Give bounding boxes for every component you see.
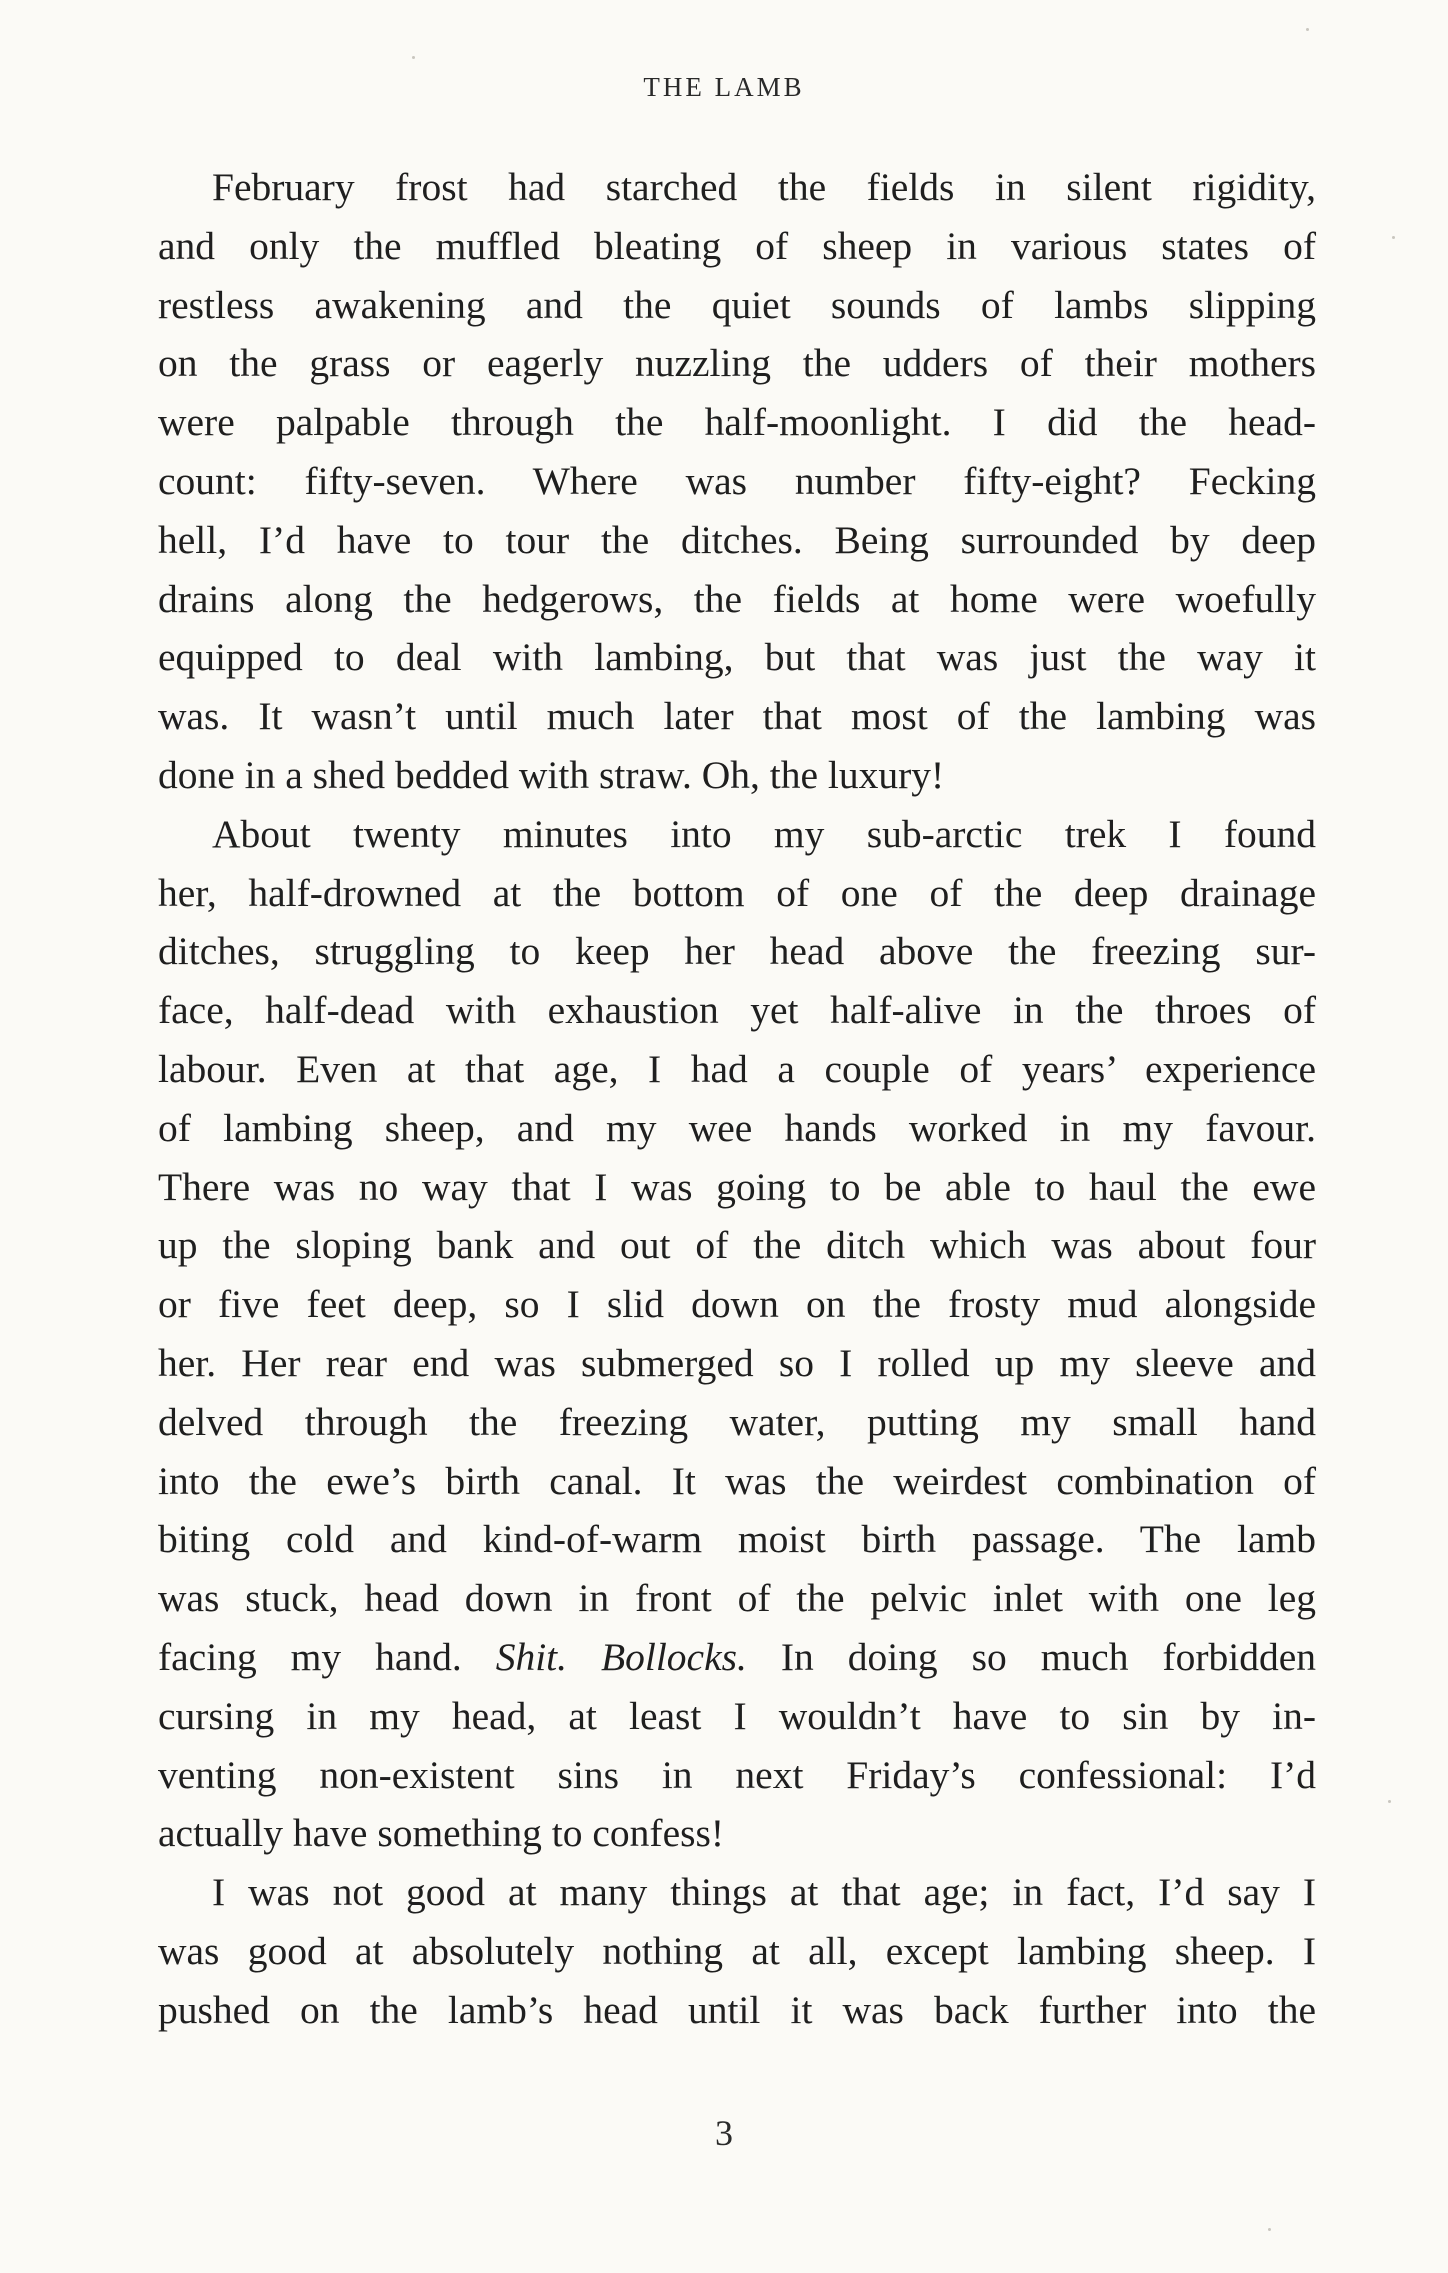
text-line: or five feet deep, so I slid down on the frosty mud alongside (158, 1282, 1316, 1327)
text-line-with-italics (158, 1628, 1316, 1687)
text-line: venting non-existent sins in next Friday’s confessional: I’d (158, 1752, 1316, 1797)
paper-speck (1388, 1800, 1391, 1803)
text-line: up the sloping bank and out of the ditch which was about four (158, 1223, 1316, 1268)
text-line: cursing in my head, at least I wouldn’t have to sin by in- (158, 1693, 1316, 1738)
body-text (158, 158, 1316, 2040)
text-line: I was not good at many things at that age; in fact, I’d say I (212, 1870, 1316, 1915)
text-line: equipped to deal with lambing, but that was just the way it (158, 635, 1316, 680)
text-line: drains along the hedgerows, the fields at home were woefully (158, 576, 1316, 621)
text-line: her. Her rear end was submerged so I rolled up my sleeve and (158, 1340, 1316, 1385)
text-line: About twenty minutes into my sub-arctic trek I found (212, 811, 1316, 856)
text-line: were palpable through the half-moonlight. I did the head- (158, 400, 1316, 445)
text-line: her, half-drowned at the bottom of one of the deep drainage (158, 870, 1316, 915)
page-number: 3 (715, 2113, 733, 2153)
text-line: on the grass or eagerly nuzzling the udders of their mothers (158, 341, 1316, 386)
text-line: restless awakening and the quiet sounds of lambs slipping (158, 282, 1316, 327)
paragraph-1 (158, 158, 1316, 805)
text-line: was stuck, head down in front of the pelvic inlet with one leg (158, 1576, 1316, 1621)
paper-speck (1306, 28, 1309, 31)
text-line: There was no way that I was going to be able to haul the ewe (158, 1164, 1316, 1209)
text-line: into the ewe’s birth canal. It was the weirdest combination of (158, 1458, 1316, 1503)
text-line: done in a shed bedded with straw. Oh, the luxury! (158, 752, 945, 797)
italic-phrase: Shit. Bollocks. (495, 1634, 747, 1679)
text-run: In doing so much forbidden (746, 1634, 1316, 1679)
text-line: was. It wasn’t until much later that most of the lambing was (158, 694, 1316, 739)
text-line: actually have something to confess! (158, 1811, 724, 1856)
text-line: was good at absolutely nothing at all, except lambing sheep. I (158, 1928, 1316, 1973)
text-line: and only the muffled bleating of sheep in various states of (158, 223, 1316, 268)
running-head: THE LAMB (643, 72, 805, 102)
text-run: facing my hand. (158, 1634, 496, 1679)
text-line: face, half-dead with exhaustion yet half-alive in the throes of (158, 988, 1316, 1033)
paper-speck (1268, 2228, 1271, 2231)
paper-speck (1392, 236, 1395, 239)
paragraph-2 (158, 805, 1316, 1863)
text-line: ditches, struggling to keep her head above the freezing sur- (158, 929, 1316, 974)
text-line: February frost had starched the fields in silent rigidity, (212, 165, 1316, 209)
text-line: biting cold and kind-of-warm moist birth passage. The lamb (158, 1517, 1316, 1562)
paragraph-3 (158, 1863, 1316, 2039)
text-line: of lambing sheep, and my wee hands worked in my favour. (158, 1105, 1316, 1150)
text-line: pushed on the lamb’s head until it was back further into the (158, 1987, 1316, 2032)
paper-speck (412, 56, 415, 59)
text-line: delved through the freezing water, putting my small hand (158, 1399, 1316, 1444)
text-line: hell, I’d have to tour the ditches. Being surrounded by deep (158, 517, 1316, 562)
text-line: labour. Even at that age, I had a couple of years’ experience (158, 1046, 1316, 1091)
text-line: count: fifty-seven. Where was number fifty-eight? Fecking (158, 458, 1316, 503)
